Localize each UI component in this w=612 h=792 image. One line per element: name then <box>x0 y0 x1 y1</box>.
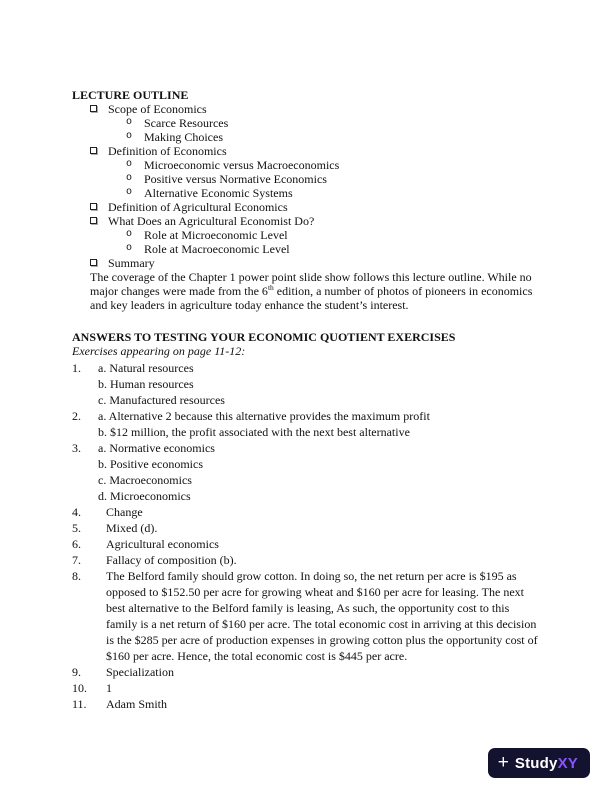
answer-line: c. Macroeconomics <box>98 473 192 487</box>
answer-number: 10. <box>72 681 87 695</box>
answer-content <box>106 664 542 680</box>
circle-bullet-icon: o <box>126 117 133 128</box>
answer-number: 5. <box>72 521 81 535</box>
outline-item-label: Definition of Economics <box>108 144 227 158</box>
square-bullet-icon <box>90 200 108 214</box>
note-text-before: The coverage of the Chapter 1 power point slide show follows this lecture outline. While no major changes were made from the 6 <box>90 270 532 298</box>
answer-number: 8. <box>72 569 81 583</box>
answer-content <box>106 680 542 696</box>
square-bullet-icon <box>90 256 108 270</box>
outline-item-label: Making Choices <box>144 130 223 144</box>
answer-content <box>98 440 542 504</box>
answer-content <box>106 536 542 552</box>
answer-number: 9. <box>72 665 81 679</box>
answer-item <box>72 664 542 680</box>
outline-item <box>72 130 542 144</box>
outline-item-label: Microeconomic versus Macroeconomics <box>144 158 340 172</box>
answer-line: Agricultural economics <box>106 537 219 551</box>
answer-item <box>72 520 542 536</box>
plus-icon: + <box>497 751 509 773</box>
note-superscript: th <box>267 283 274 292</box>
outline-item <box>72 256 542 270</box>
outline-item-label: Scope of Economics <box>108 102 207 116</box>
outline-item <box>72 242 542 256</box>
outline-item <box>72 228 542 242</box>
answer-content <box>106 568 542 664</box>
answer-line: b. $12 million, the profit associated with the next best alternative <box>98 425 410 439</box>
answer-content <box>106 552 542 568</box>
outline-item <box>72 214 542 228</box>
answer-item <box>72 440 542 504</box>
square-bullet-icon <box>90 102 108 116</box>
answers-subtitle: Exercises appearing on page 11-12: <box>72 344 246 358</box>
answers-section-title: ANSWERS TO TESTING YOUR ECONOMIC QUOTIENT EXERCISES <box>72 330 456 344</box>
outline-item <box>72 144 542 158</box>
note-text-after: edition, a number of photos of pioneers in economics and key leaders in agriculture today enhance the student’s interest. <box>90 284 533 312</box>
answer-content <box>98 360 542 408</box>
answer-item <box>72 680 542 696</box>
answer-content <box>98 408 542 440</box>
answer-number: 3. <box>72 441 81 455</box>
answer-content <box>106 696 542 712</box>
answer-number: 11. <box>72 697 87 711</box>
answer-line: Mixed (d). <box>106 521 158 535</box>
answer-item <box>72 504 542 520</box>
brand-suffix: XY <box>557 754 578 772</box>
answer-number: 4. <box>72 505 81 519</box>
answer-line: b. Positive economics <box>98 457 203 471</box>
answer-line: d. Microeconomics <box>98 489 191 503</box>
lecture-outline-title: LECTURE OUTLINE <box>72 88 189 102</box>
circle-bullet-icon: o <box>126 187 133 198</box>
answer-line: 1 <box>106 681 112 695</box>
answer-line: Specialization <box>106 665 174 679</box>
outline-item <box>72 186 542 200</box>
square-bullet-icon <box>90 144 108 158</box>
answer-line: Adam Smith <box>106 697 168 711</box>
outline-item-label: Alternative Economic Systems <box>144 186 293 200</box>
outline-item-label: Definition of Agricultural Economics <box>108 200 288 214</box>
answers-list <box>72 360 542 712</box>
answer-content <box>106 504 542 520</box>
square-bullet-icon <box>90 214 108 228</box>
answer-item <box>72 552 542 568</box>
answer-item <box>72 408 542 440</box>
brand-prefix: Study <box>514 754 558 772</box>
outline-item-label: What Does an Agricultural Economist Do? <box>108 214 315 228</box>
answer-line: c. Manufactured resources <box>98 393 225 407</box>
answer-item <box>72 696 542 712</box>
answer-item <box>72 568 542 664</box>
answer-line: The Belford family should grow cotton. In doing so, the net return per acre is $195 as opposed to $152.50 per acre for growing wheat and $160 per acre for leasing. The next best alternative to the Belford family is leasing, As such, the opportunity cost to this family is a net return of $160 per acre. The total economic cost in arriving at this decision is the $285 per acre of production expenses in growing cotton plus the opportunity cost of $160 per acre. Hence, the total economic cost is $445 per acre. <box>106 569 538 663</box>
circle-bullet-icon: o <box>126 173 133 184</box>
circle-bullet-icon: o <box>126 131 133 142</box>
outline-item <box>72 116 542 130</box>
outline-item <box>72 102 542 116</box>
answer-item <box>72 360 542 408</box>
outline-item-label: Summary <box>108 256 155 270</box>
circle-bullet-icon: o <box>126 229 133 240</box>
circle-bullet-icon: o <box>126 243 133 254</box>
answer-number: 1. <box>72 361 81 375</box>
answer-number: 6. <box>72 537 81 551</box>
outline-item-label: Scarce Resources <box>144 116 229 130</box>
answer-number: 7. <box>72 553 81 567</box>
studyxy-logo <box>488 748 590 778</box>
outline-note <box>90 270 542 312</box>
lecture-outline-list <box>72 102 542 270</box>
outline-item <box>72 200 542 214</box>
outline-item-label: Role at Microeconomic Level <box>144 228 288 242</box>
answer-number: 2. <box>72 409 81 423</box>
brand-name <box>515 755 578 772</box>
answer-line: a. Normative economics <box>98 441 215 455</box>
outline-item-label: Role at Macroeconomic Level <box>144 242 290 256</box>
answer-line: Fallacy of composition (b). <box>106 553 237 567</box>
answer-line: a. Natural resources <box>98 361 194 375</box>
answer-content <box>106 520 542 536</box>
outline-item-label: Positive versus Normative Economics <box>144 172 327 186</box>
answer-line: b. Human resources <box>98 377 194 391</box>
outline-item <box>72 158 542 172</box>
answer-line: a. Alternative 2 because this alternative provides the maximum profit <box>98 409 430 423</box>
circle-bullet-icon: o <box>126 159 133 170</box>
answer-item <box>72 536 542 552</box>
outline-item <box>72 172 542 186</box>
answer-line: Change <box>106 505 143 519</box>
